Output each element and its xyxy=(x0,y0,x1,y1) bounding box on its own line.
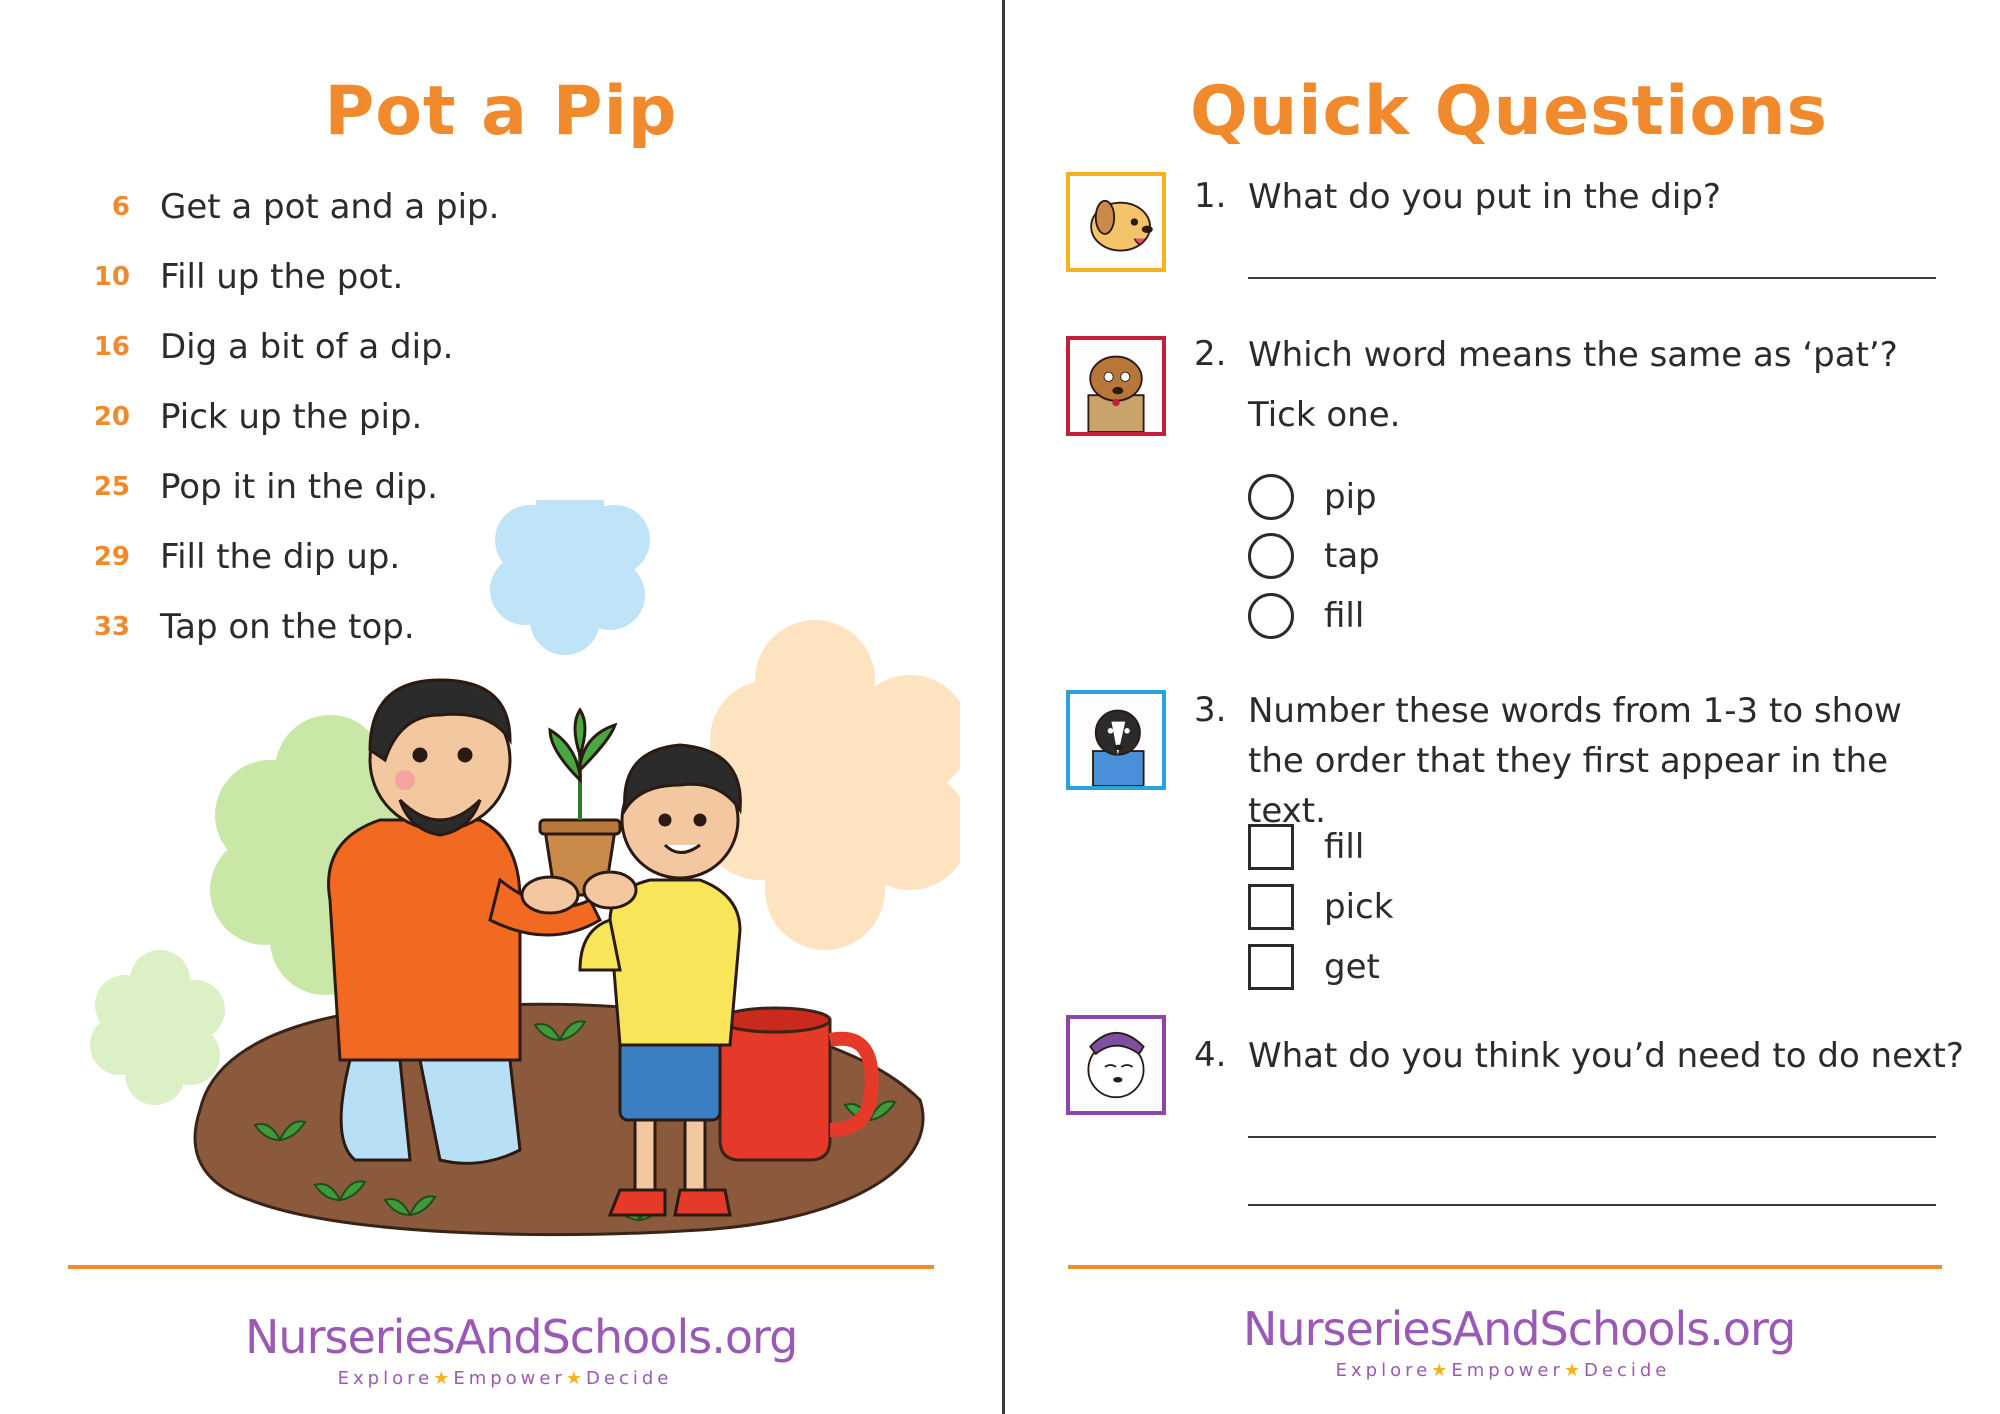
question-text: What do you put in the dip? xyxy=(1248,177,1721,217)
number-box[interactable] xyxy=(1248,824,1294,870)
word-count: 6 xyxy=(111,192,130,222)
option-label: pip xyxy=(1324,477,1377,517)
logo-name: NurseriesAndSchools.org xyxy=(1243,1302,1796,1356)
story-sentence: Fill up the pot. xyxy=(160,257,404,297)
radio-button[interactable] xyxy=(1248,474,1294,520)
terrier-character-icon xyxy=(1066,336,1166,436)
word-count: 25 xyxy=(93,472,130,502)
option-pip[interactable] xyxy=(1248,472,1377,522)
question-instruction: Tick one. xyxy=(1248,395,1401,435)
option-label: pick xyxy=(1324,887,1394,927)
option-fill[interactable] xyxy=(1248,591,1364,641)
word-count: 20 xyxy=(93,402,130,432)
footer-rule xyxy=(68,1265,934,1269)
tagline-explore: Explore xyxy=(1335,1360,1432,1381)
logo-tagline xyxy=(245,1368,765,1389)
dog-character-icon xyxy=(1066,172,1166,272)
tagline-explore: Explore xyxy=(337,1368,434,1389)
page-divider xyxy=(1002,0,1005,1414)
gardening-illustration xyxy=(80,500,960,1240)
question-number: 4. xyxy=(1194,1035,1227,1075)
answer-line[interactable] xyxy=(1248,277,1936,279)
number-box[interactable] xyxy=(1248,884,1294,930)
story-sentence: Dig a bit of a dip. xyxy=(160,327,454,367)
star-icon: ★ xyxy=(1431,1360,1452,1381)
option-label: get xyxy=(1324,947,1380,987)
story-sentence: Pick up the pip. xyxy=(160,397,423,437)
tagline-empower: Empower xyxy=(1451,1360,1564,1381)
footer-rule xyxy=(1068,1265,1942,1269)
question-number: 1. xyxy=(1194,176,1227,216)
option-pick[interactable] xyxy=(1248,882,1393,932)
answer-line[interactable] xyxy=(1248,1136,1936,1138)
option-fill[interactable] xyxy=(1248,822,1364,872)
site-logo xyxy=(1243,1302,1796,1381)
story-line xyxy=(80,172,640,242)
blue-flower-icon xyxy=(490,500,650,655)
question-number: 3. xyxy=(1194,690,1227,730)
light-green-flower-icon xyxy=(90,950,225,1105)
question-text: Which word means the same as ‘pat’? xyxy=(1248,335,1898,375)
star-icon: ★ xyxy=(1563,1360,1585,1381)
logo-tagline xyxy=(1243,1360,1763,1381)
story-line xyxy=(80,242,640,312)
star-icon: ★ xyxy=(433,1368,454,1389)
word-count: 10 xyxy=(93,262,130,292)
option-tap[interactable] xyxy=(1248,531,1380,581)
word-count: 29 xyxy=(93,542,130,572)
site-logo xyxy=(245,1310,798,1389)
tagline-empower: Empower xyxy=(453,1368,566,1389)
question-text: What do you think you’d need to do next? xyxy=(1248,1036,1964,1076)
story-sentence: Fill the dip up. xyxy=(160,537,401,577)
word-count: 33 xyxy=(93,612,130,642)
story-title: Pot a Pip xyxy=(324,72,678,151)
question-number: 2. xyxy=(1194,334,1227,374)
story-line xyxy=(80,382,640,452)
plant-pot-icon xyxy=(522,710,636,913)
story-sentence: Pop it in the dip. xyxy=(160,467,438,507)
tagline-decide: Decide xyxy=(1584,1360,1671,1381)
word-count: 16 xyxy=(93,332,130,362)
question-text: Number these words from 1-3 to show the order that they first appear in the text. xyxy=(1248,691,1902,831)
radio-button[interactable] xyxy=(1248,533,1294,579)
questions-title: Quick Questions xyxy=(1190,72,1828,151)
option-label: fill xyxy=(1324,827,1365,867)
collie-character-icon xyxy=(1066,690,1166,790)
story-sentence: Get a pot and a pip. xyxy=(160,187,500,227)
option-label: tap xyxy=(1324,536,1380,576)
answer-line[interactable] xyxy=(1248,1204,1936,1206)
logo-name: NurseriesAndSchools.org xyxy=(245,1310,798,1364)
radio-button[interactable] xyxy=(1248,593,1294,639)
option-get[interactable] xyxy=(1248,942,1380,992)
tagline-decide: Decide xyxy=(586,1368,673,1389)
number-box[interactable] xyxy=(1248,944,1294,990)
star-icon: ★ xyxy=(565,1368,587,1389)
option-label: fill xyxy=(1324,596,1365,636)
story-sentence: Tap on the top. xyxy=(160,607,415,647)
story-line xyxy=(80,312,640,382)
husky-character-icon xyxy=(1066,1015,1166,1115)
questions-page xyxy=(1006,0,2000,1414)
